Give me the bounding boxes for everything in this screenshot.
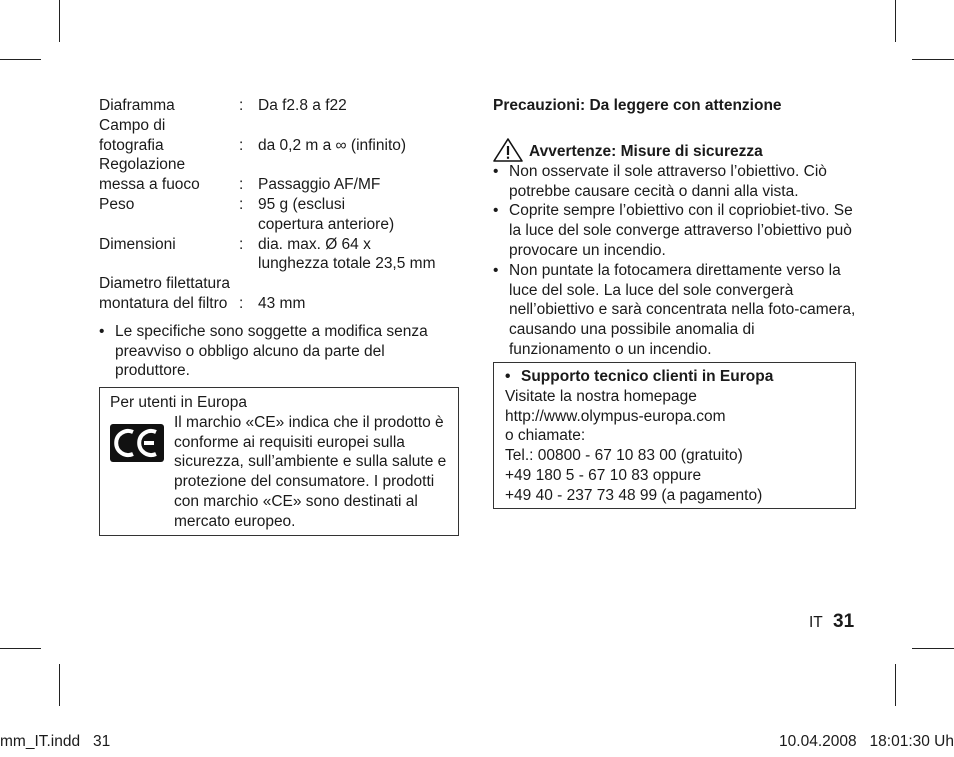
crop-mark bbox=[895, 0, 896, 42]
spec-row bbox=[99, 195, 461, 235]
bullet-dot: • bbox=[493, 162, 499, 180]
crop-mark bbox=[59, 664, 60, 706]
spec-note bbox=[99, 322, 461, 381]
spec-value: 43 mm bbox=[258, 294, 306, 312]
precaution-text: Coprite sempre l’obiettivo con il copriobiet-tivo. Se la luce del sole converge attraverso l’obiettivo può provocare un incendio. bbox=[509, 202, 853, 259]
spec-label: Regolazione messa a fuoco bbox=[99, 156, 200, 194]
page-number: 31 bbox=[833, 611, 855, 632]
precaution-list bbox=[493, 162, 857, 360]
spec-value: da 0,2 m a ∞ (infinito) bbox=[258, 136, 407, 154]
spec-row bbox=[99, 155, 461, 195]
precaution-text: Non osservate il sole attraverso l’obiettivo. Ciò potrebbe causare cecità o danni alla vista. bbox=[509, 162, 827, 200]
spec-colon: : bbox=[239, 176, 244, 194]
spec-value: Da f2.8 a f22 bbox=[258, 97, 347, 114]
spec-label: Diametro filettatura montatura del filtro bbox=[99, 275, 230, 312]
bullet-dot: • bbox=[493, 202, 499, 220]
precaution-text: Non puntate la fotocamera direttamente verso la luce del sole. La luce del sole convergerà nell’obiettivo e sarà concentrata nella foto-camera, causando una possibile anomalia di funzionamento o un incendio. bbox=[509, 261, 856, 358]
spec-value: dia. max. Ø 64 x lunghezza totale 23,5 mm bbox=[258, 235, 436, 273]
warning-title: Avvertenze: Misure di sicurezza bbox=[529, 143, 763, 160]
precautions-section bbox=[493, 96, 857, 360]
support-homepage-link[interactable]: http://www.olympus-europa.com bbox=[505, 407, 726, 425]
support-box bbox=[493, 362, 856, 509]
crop-mark bbox=[0, 648, 41, 649]
spec-label: Dimensioni bbox=[99, 235, 176, 253]
crop-mark bbox=[59, 0, 60, 42]
precaution-item bbox=[493, 162, 857, 202]
spec-row bbox=[99, 274, 461, 314]
spec-colon: : bbox=[239, 97, 244, 114]
precautions-title: Precauzioni: Da leggere con attenzione bbox=[493, 97, 782, 114]
spec-label: Peso bbox=[99, 195, 135, 213]
europe-users-box bbox=[99, 387, 459, 536]
spec-value: Passaggio AF/MF bbox=[258, 176, 381, 194]
footer-file: mm_IT.indd 31 bbox=[0, 733, 111, 750]
warning-heading bbox=[493, 138, 857, 162]
warning-triangle-icon bbox=[493, 138, 523, 162]
page-lang: IT bbox=[809, 614, 823, 631]
spec-note-text: Le specifiche sono soggette a modifica senza preavviso o obbligo alcuno da parte del produttore. bbox=[115, 322, 428, 380]
precaution-item bbox=[493, 261, 857, 360]
spec-table bbox=[99, 96, 461, 314]
ce-description: Il marchio «CE» indica che il prodotto è conforme ai requisiti europei sulla sicurezza, sull’ambiente e sulla salute e protezione del consumatore. I prodotti con marchio «CE» sono destinati al mercato europeo. bbox=[174, 413, 447, 530]
bullet-dot: • bbox=[505, 368, 511, 385]
spec-colon: : bbox=[239, 136, 244, 154]
spec-row bbox=[99, 235, 461, 275]
europe-box-title: Per utenti in Europa bbox=[110, 394, 248, 411]
crop-mark bbox=[0, 59, 41, 60]
support-title-row bbox=[505, 367, 844, 387]
crop-mark bbox=[895, 664, 896, 706]
ce-mark-icon bbox=[110, 423, 164, 463]
bullet-dot: • bbox=[99, 322, 105, 340]
support-line: o chiamate: bbox=[505, 427, 586, 445]
support-title: Supporto tecnico clienti in Europa bbox=[521, 368, 774, 385]
crop-mark bbox=[912, 648, 954, 649]
support-phone: +49 40 - 237 73 48 99 (a pagamento) bbox=[505, 486, 763, 504]
ce-row bbox=[110, 413, 448, 532]
spec-label: Diaframma bbox=[99, 97, 175, 114]
spec-colon: : bbox=[239, 294, 244, 312]
spec-value: 95 g (esclusi copertura anteriore) bbox=[258, 195, 395, 233]
support-phone: +49 180 5 - 67 10 83 oppure bbox=[505, 466, 702, 484]
support-phone: Tel.: 00800 - 67 10 83 00 (gratuito) bbox=[505, 447, 743, 465]
specifications bbox=[99, 96, 461, 381]
crop-mark bbox=[912, 59, 954, 60]
support-line: Visitate la nostra homepage bbox=[505, 387, 697, 405]
spec-colon: : bbox=[239, 235, 244, 253]
precaution-item bbox=[493, 201, 857, 260]
spec-row bbox=[99, 116, 461, 156]
spec-label: Campo di fotografia bbox=[99, 116, 166, 154]
spec-colon: : bbox=[239, 195, 244, 213]
spec-row bbox=[99, 96, 461, 116]
bullet-dot: • bbox=[493, 261, 499, 279]
footer-datetime: 10.04.2008 18:01:30 Uh bbox=[779, 733, 954, 750]
